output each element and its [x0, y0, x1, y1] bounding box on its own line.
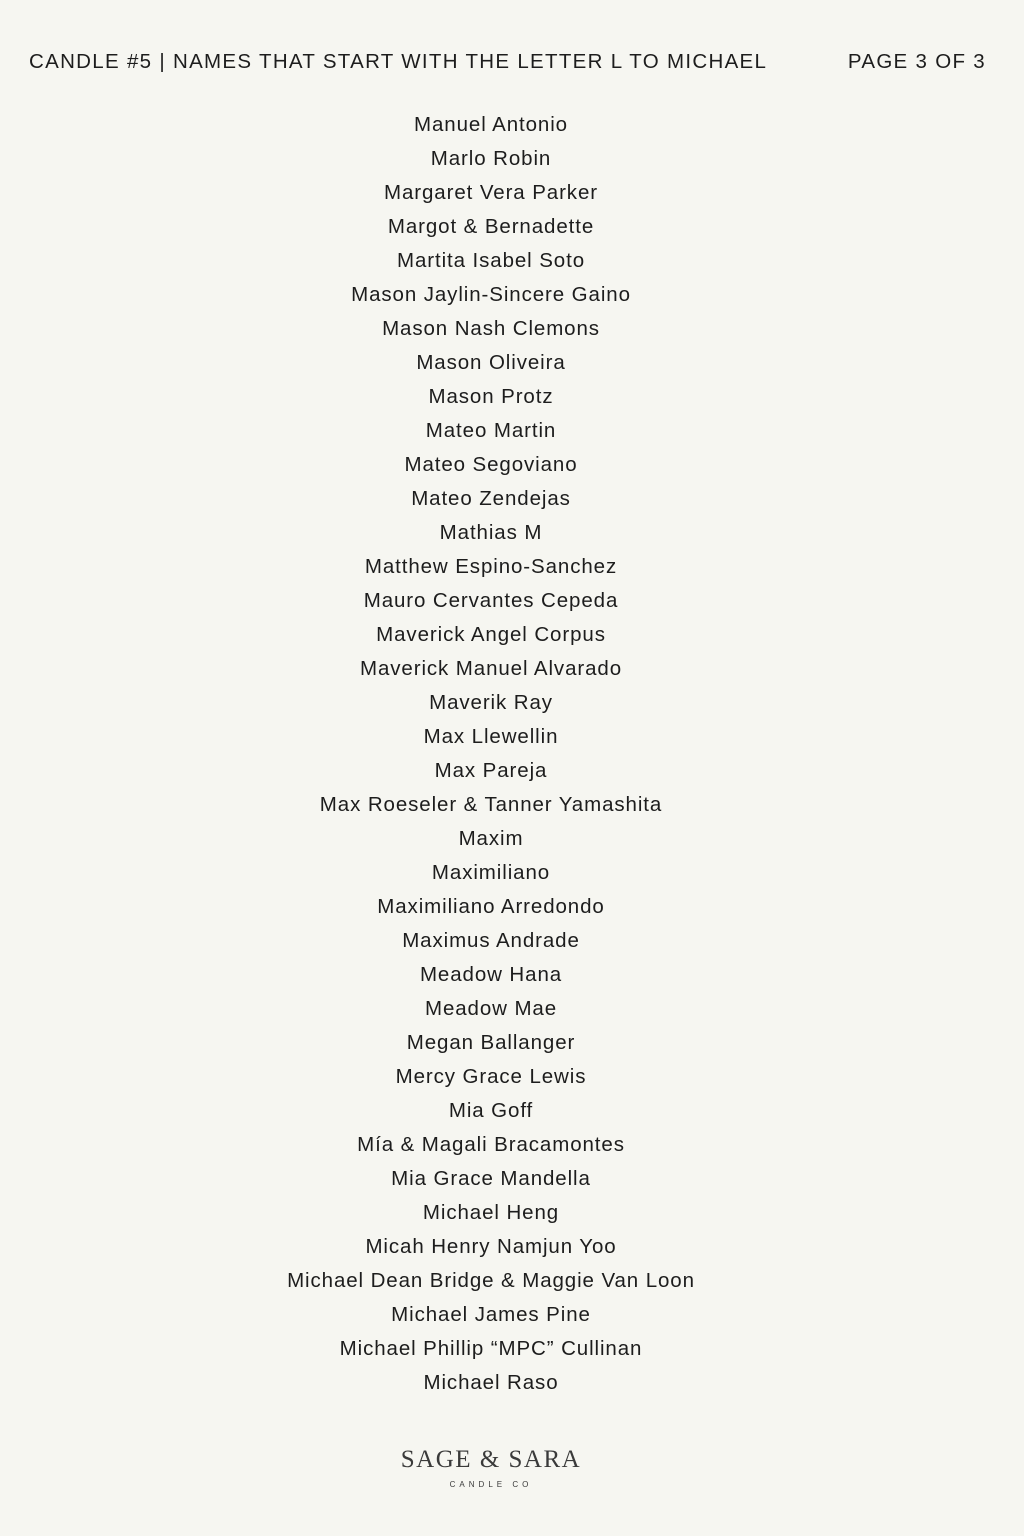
- list-item: Max Pareja: [434, 759, 548, 782]
- list-item: Mia Goff: [448, 1099, 534, 1122]
- list-item: Michael Phillip “MPC” Cullinan: [339, 1337, 643, 1360]
- names-list: [0, 108, 982, 1400]
- list-item: Michael Raso: [423, 1371, 559, 1394]
- list-item: Mía & Magali Bracamontes: [357, 1133, 625, 1156]
- logo-wordmark: SAGE & SARA: [400, 1446, 582, 1473]
- list-item: Margaret Vera Parker: [384, 181, 598, 204]
- logo-subtitle: CANDLE CO: [449, 1480, 533, 1489]
- list-item: Max Llewellin: [423, 725, 559, 748]
- list-item: Matthew Espino-Sanchez: [364, 555, 618, 578]
- brand-logo: [0, 1440, 982, 1490]
- list-item: Michael Heng: [422, 1201, 560, 1224]
- list-item: Margot & Bernadette: [387, 215, 595, 238]
- list-item: Maxim: [458, 827, 524, 850]
- list-item: Mason Protz: [428, 385, 554, 408]
- list-item: Maverick Manuel Alvarado: [359, 657, 622, 680]
- list-item: Mercy Grace Lewis: [395, 1065, 587, 1088]
- page-number: PAGE 3 OF 3: [847, 50, 986, 73]
- list-item: Meadow Hana: [419, 963, 563, 986]
- page-header: [29, 48, 986, 76]
- list-item: Maverik Ray: [429, 691, 553, 714]
- list-item: Mateo Segoviano: [404, 453, 578, 476]
- list-item: Mateo Martin: [425, 419, 557, 442]
- list-item: Michael James Pine: [391, 1303, 591, 1326]
- list-item: Maximiliano: [431, 861, 551, 884]
- list-item: Mathias M: [439, 521, 543, 544]
- list-item: Michael Dean Bridge & Maggie Van Loon: [287, 1269, 695, 1292]
- list-item: Marlo Robin: [430, 147, 552, 170]
- list-item: Maximus Andrade: [402, 929, 580, 952]
- list-item: Mateo Zendejas: [411, 487, 571, 510]
- page-title: CANDLE #5 | NAMES THAT START WITH THE LETTER L TO MICHAEL: [29, 50, 768, 73]
- list-item: Meadow Mae: [424, 997, 558, 1020]
- list-item: Mason Nash Clemons: [382, 317, 600, 340]
- list-item: Mauro Cervantes Cepeda: [363, 589, 619, 612]
- list-item: Max Roeseler & Tanner Yamashita: [319, 793, 663, 816]
- list-item: Megan Ballanger: [406, 1031, 576, 1054]
- list-item: Micah Henry Namjun Yoo: [365, 1235, 617, 1258]
- list-item: Maverick Angel Corpus: [376, 623, 606, 646]
- list-item: Mason Jaylin-Sincere Gaino: [351, 283, 631, 306]
- list-item: Maximiliano Arredondo: [377, 895, 605, 918]
- list-item: Mason Oliveira: [416, 351, 566, 374]
- list-item: Martita Isabel Soto: [396, 249, 586, 272]
- list-item: Manuel Antonio: [414, 113, 568, 136]
- list-item: Mia Grace Mandella: [391, 1167, 591, 1190]
